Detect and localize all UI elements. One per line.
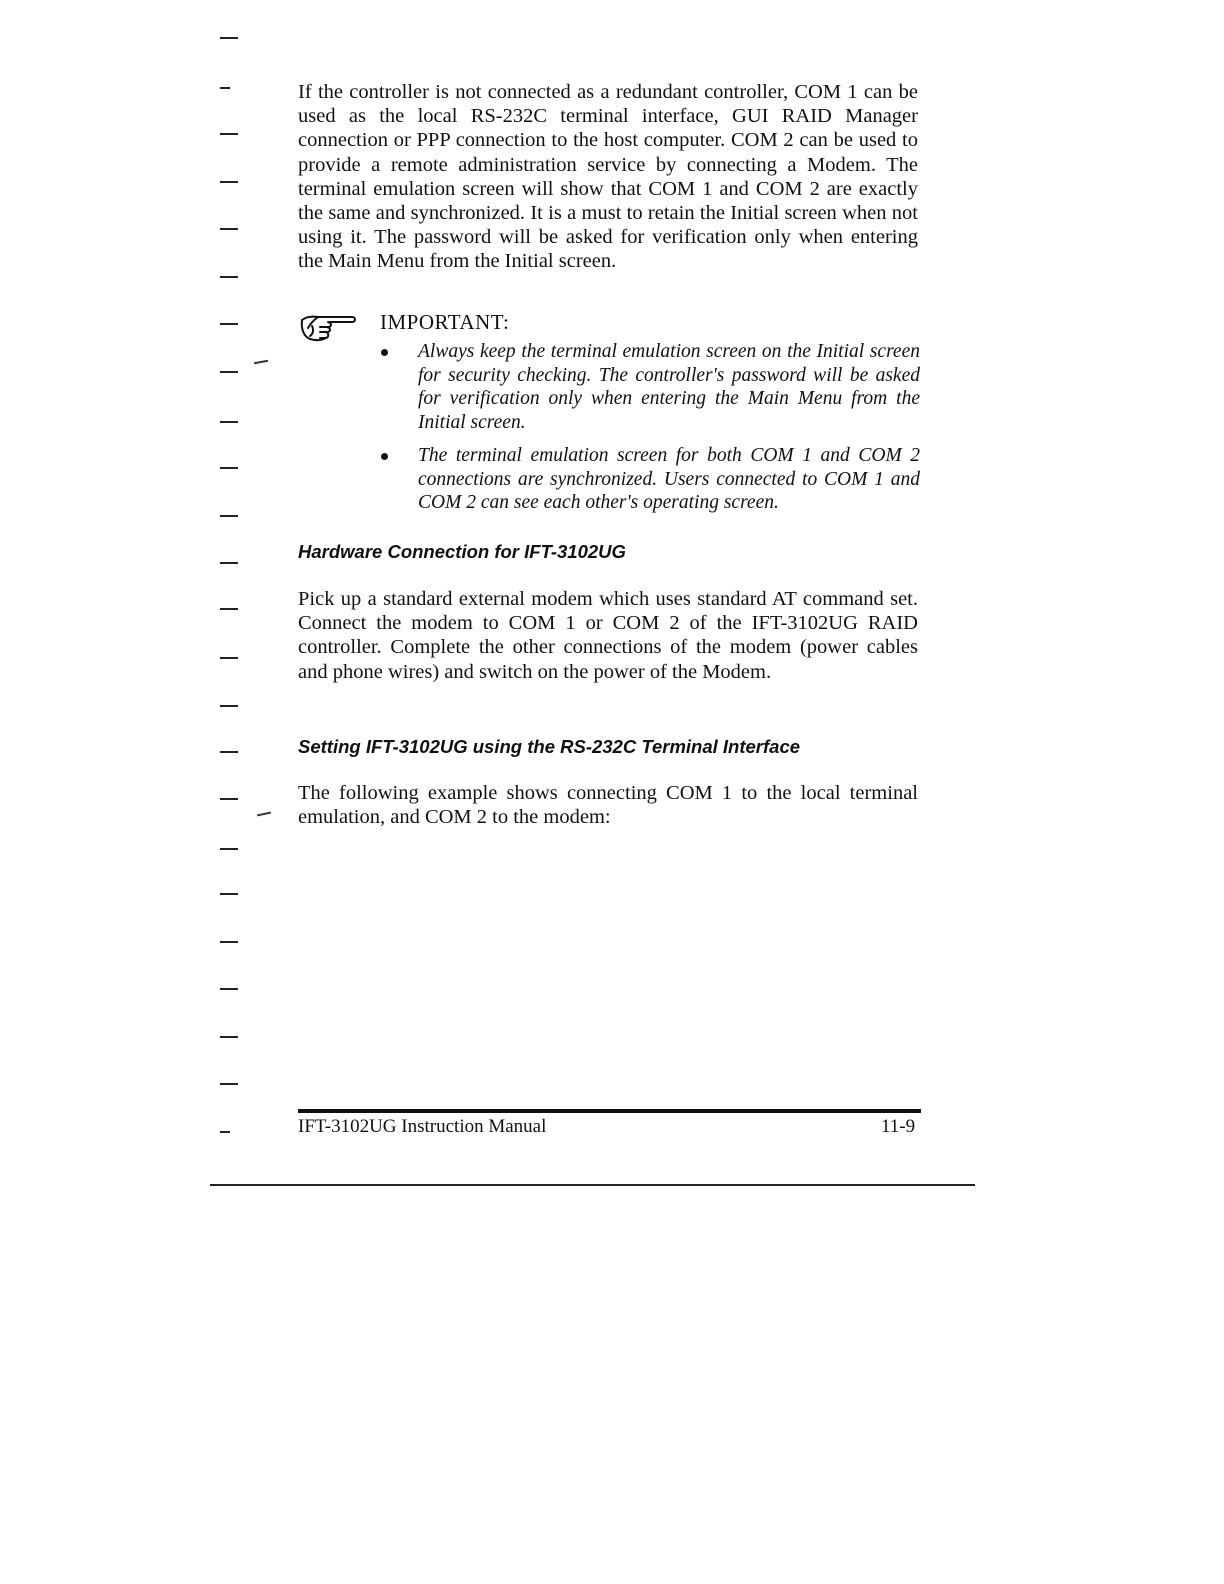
binding-mark bbox=[220, 467, 238, 469]
binding-mark bbox=[220, 893, 238, 895]
binding-mark bbox=[220, 562, 238, 564]
binding-mark bbox=[220, 751, 238, 753]
page-number: 11-9 bbox=[881, 1116, 916, 1137]
hardware-section-heading: Hardware Connection for IFT-3102UG bbox=[298, 541, 626, 562]
binding-mark bbox=[220, 421, 238, 423]
bottom-rule bbox=[210, 1184, 975, 1186]
binding-mark bbox=[220, 1036, 238, 1038]
binding-mark bbox=[220, 371, 238, 373]
binding-mark bbox=[220, 37, 238, 39]
important-list bbox=[378, 340, 920, 525]
list-item bbox=[378, 340, 920, 434]
binding-mark bbox=[220, 228, 238, 230]
list-item bbox=[378, 444, 920, 515]
binding-mark bbox=[220, 276, 238, 278]
setting-paragraph: The following example shows connecting COM 1 to the local terminal emulation, and COM 2 to the modem: bbox=[298, 782, 918, 829]
scan-artifact bbox=[254, 360, 268, 364]
intro-paragraph: If the controller is not connected as a redundant controller, COM 1 can be used as the local RS-232C terminal interface, GUI RAID Manager connection or PPP connection to the host computer. COM 2 can be used to provide a remote administration service by connecting a Modem. The terminal emulation screen will show that COM 1 and COM 2 are exactly the same and synchronized. It is a must to retain the Initial screen when not using it. The password will be asked for verification only when entering the Main Menu from the Initial screen. bbox=[298, 81, 918, 273]
binding-mark bbox=[220, 181, 238, 183]
important-label: IMPORTANT: bbox=[380, 310, 510, 334]
bullet-icon bbox=[381, 349, 388, 356]
hardware-paragraph: Pick up a standard external modem which uses standard AT command set. Connect the modem to COM 1 or COM 2 of the IFT-3102UG RAID controller. Complete the other connections of the modem (power cables and phone wires) and switch on the power of the Modem. bbox=[298, 588, 918, 683]
binding-mark bbox=[220, 323, 238, 325]
binding-mark bbox=[220, 608, 238, 610]
binding-mark bbox=[220, 848, 238, 850]
binding-mark bbox=[220, 87, 230, 89]
binding-mark bbox=[220, 798, 238, 800]
binding-mark bbox=[220, 515, 238, 517]
binding-mark bbox=[220, 1131, 230, 1133]
binding-mark bbox=[220, 941, 238, 943]
footer-title: IFT-3102UG Instruction Manual bbox=[298, 1116, 547, 1137]
binding-mark bbox=[220, 133, 238, 135]
setting-section-heading: Setting IFT-3102UG using the RS-232C Terminal Interface bbox=[298, 736, 801, 757]
binding-mark bbox=[220, 705, 238, 707]
footer-rule bbox=[298, 1109, 921, 1113]
important-item-text: The terminal emulation screen for both COM 1 and COM 2 connections are synchronized. Users connected to COM 1 and COM 2 can see each other's operating screen. bbox=[418, 445, 920, 513]
pointing-hand-icon bbox=[298, 306, 360, 346]
important-item-text: Always keep the terminal emulation screen on the Initial screen for security checking. The controller's password will be asked for verification only when entering the Main Menu from the Initial screen. bbox=[418, 341, 920, 433]
binding-mark bbox=[220, 1083, 238, 1085]
binding-mark bbox=[220, 657, 238, 659]
scan-artifact bbox=[257, 812, 271, 817]
bullet-icon bbox=[381, 453, 388, 460]
binding-mark bbox=[220, 988, 238, 990]
